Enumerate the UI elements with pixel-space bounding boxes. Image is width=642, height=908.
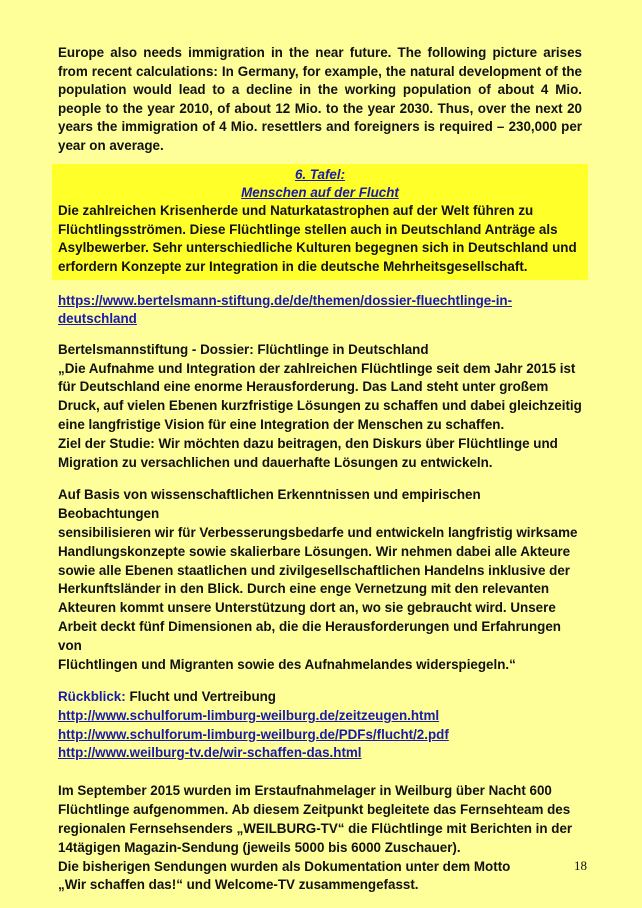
flucht-pdf-link[interactable]: http://www.schulforum-limburg-weilburg.de/PDFs/flucht/2.pdf — [58, 726, 449, 742]
weilburg-tv-link[interactable]: http://www.weilburg-tv.de/wir-schaffen-das.html — [58, 744, 362, 760]
dossier-paragraph — [58, 341, 582, 473]
rueckblick-section — [58, 688, 582, 762]
basis-line: Akteuren kommt unsere Unterstützung dort an, wo sie gebraucht wird. Unsere — [58, 600, 556, 616]
tafel-line: Die zahlreichen Krisenherde und Naturkatastrophen auf der Welt führen zu — [58, 203, 534, 219]
tafel-title: Menschen auf der Flucht — [241, 184, 399, 200]
page-number: 18 — [574, 858, 587, 873]
dossier-line: Migration zu versachlichen und dauerhafte Lösungen zu entwickeln. — [58, 454, 493, 470]
basis-paragraph — [58, 486, 582, 674]
basis-line: sensibilisieren wir für Verbesserungsbedarfe und entwickeln langfristig wirksame — [58, 524, 578, 540]
rueckblick-text: Flucht und Vertreibung — [125, 689, 276, 705]
weilburg-line: Im September 2015 wurden im Erstaufnahmelager in Weilburg über Nacht 600 — [58, 783, 552, 799]
rueckblick-label: Rückblick: — [58, 689, 126, 705]
weilburg-line: „Wir schaffen das!“ und Welcome-TV zusammengefasst. — [58, 877, 419, 893]
dossier-line: Druck, auf vielen Ebenen kurzfristige Lösungen zu schaffen und dabei gleichzeitig — [58, 398, 582, 414]
bertelsmann-link-line[interactable]: deutschland — [58, 311, 137, 327]
weilburg-line: regionalen Fernsehsenders „WEILBURG-TV“ die Flüchtlinge mit Berichten in der — [58, 820, 573, 836]
bertelsmann-link[interactable] — [58, 292, 582, 329]
rueckblick-heading — [58, 688, 582, 707]
weilburg-paragraph — [58, 782, 582, 895]
weilburg-line: Flüchtlinge aufgenommen. Ab diesem Zeitpunkt begleitete das Fernsehteam des — [58, 802, 571, 818]
weilburg-line: 14tägigen Magazin-Sendung (jeweils 5000 bis 6000 Zuschauer). — [58, 839, 461, 855]
bertelsmann-link-line[interactable]: https://www.bertelsmann-stiftung.de/de/themen/dossier-fluechtlinge-in- — [58, 293, 513, 308]
tafel-number: 6. Tafel: — [294, 166, 346, 182]
basis-line: Handlungskonzepte sowie skalierbare Lösungen. Wir nehmen dabei alle Akteure — [58, 543, 571, 559]
intro-paragraph: Europe also needs immigration in the near future. The following picture arises from recent calculations: In Germany, for example, the natural development of the population would lead to a decline in the working population of about 4 Mio. people to the year 2010, of about 12 Mio. to the year 2030. Thus, over the next 20 years the immigration of 4 Mio. resettlers and foreigners is required – 230,000 per year on average. — [58, 45, 582, 153]
tafel-line: erfordern Konzepte zur Integration in die deutsche Mehrheitsgesellschaft. — [58, 258, 528, 274]
basis-line: Herkunftsländer in den Blick. Durch eine enge Vernetzung mit den relevanten — [58, 581, 550, 597]
dossier-line: „Die Aufnahme und Integration der zahlreichen Flüchtlinge seit dem Jahr 2015 ist — [58, 360, 576, 376]
basis-line: Arbeit deckt fünf Dimensionen ab, die die Herausforderungen und Erfahrungen von — [58, 618, 561, 653]
basis-line: sowie alle Ebenen staatlichen und zivilgesellschaftlichen Handelns inklusive der — [58, 562, 570, 578]
document-page — [58, 44, 582, 895]
dossier-line: eine langfristige Vision für eine Integration der Menschen zu schaffen. — [58, 417, 505, 432]
tafel-line: Flüchtlingsströmen. Diese Flüchtlinge stellen auch in Deutschland Anträge als — [58, 221, 558, 237]
dossier-line: für Deutschland eine enorme Herausforderung. Das Land steht unter großem — [58, 379, 549, 395]
tafel-box — [52, 164, 588, 280]
basis-line: Auf Basis von wissenschaftlichen Erkenntnissen und empirischen Beobachtungen — [58, 487, 481, 522]
dossier-line: Bertelsmannstiftung - Dossier: Flüchtlinge in Deutschland — [58, 341, 429, 357]
zeitzeugen-link[interactable]: http://www.schulforum-limburg-weilburg.de/zeitzeugen.html — [58, 708, 440, 724]
weilburg-line: Die bisherigen Sendungen wurden als Dokumentation unter dem Motto — [58, 858, 511, 874]
basis-line: Flüchtlingen und Migranten sowie des Aufnahmelandes widerspiegeln.“ — [58, 656, 516, 672]
tafel-line: Asylbewerber. Sehr unterschiedliche Kulturen begegnen sich in Deutschland und — [58, 240, 577, 256]
dossier-line: Ziel der Studie: Wir möchten dazu beitragen, den Diskurs über Flüchtlinge und — [58, 435, 558, 451]
